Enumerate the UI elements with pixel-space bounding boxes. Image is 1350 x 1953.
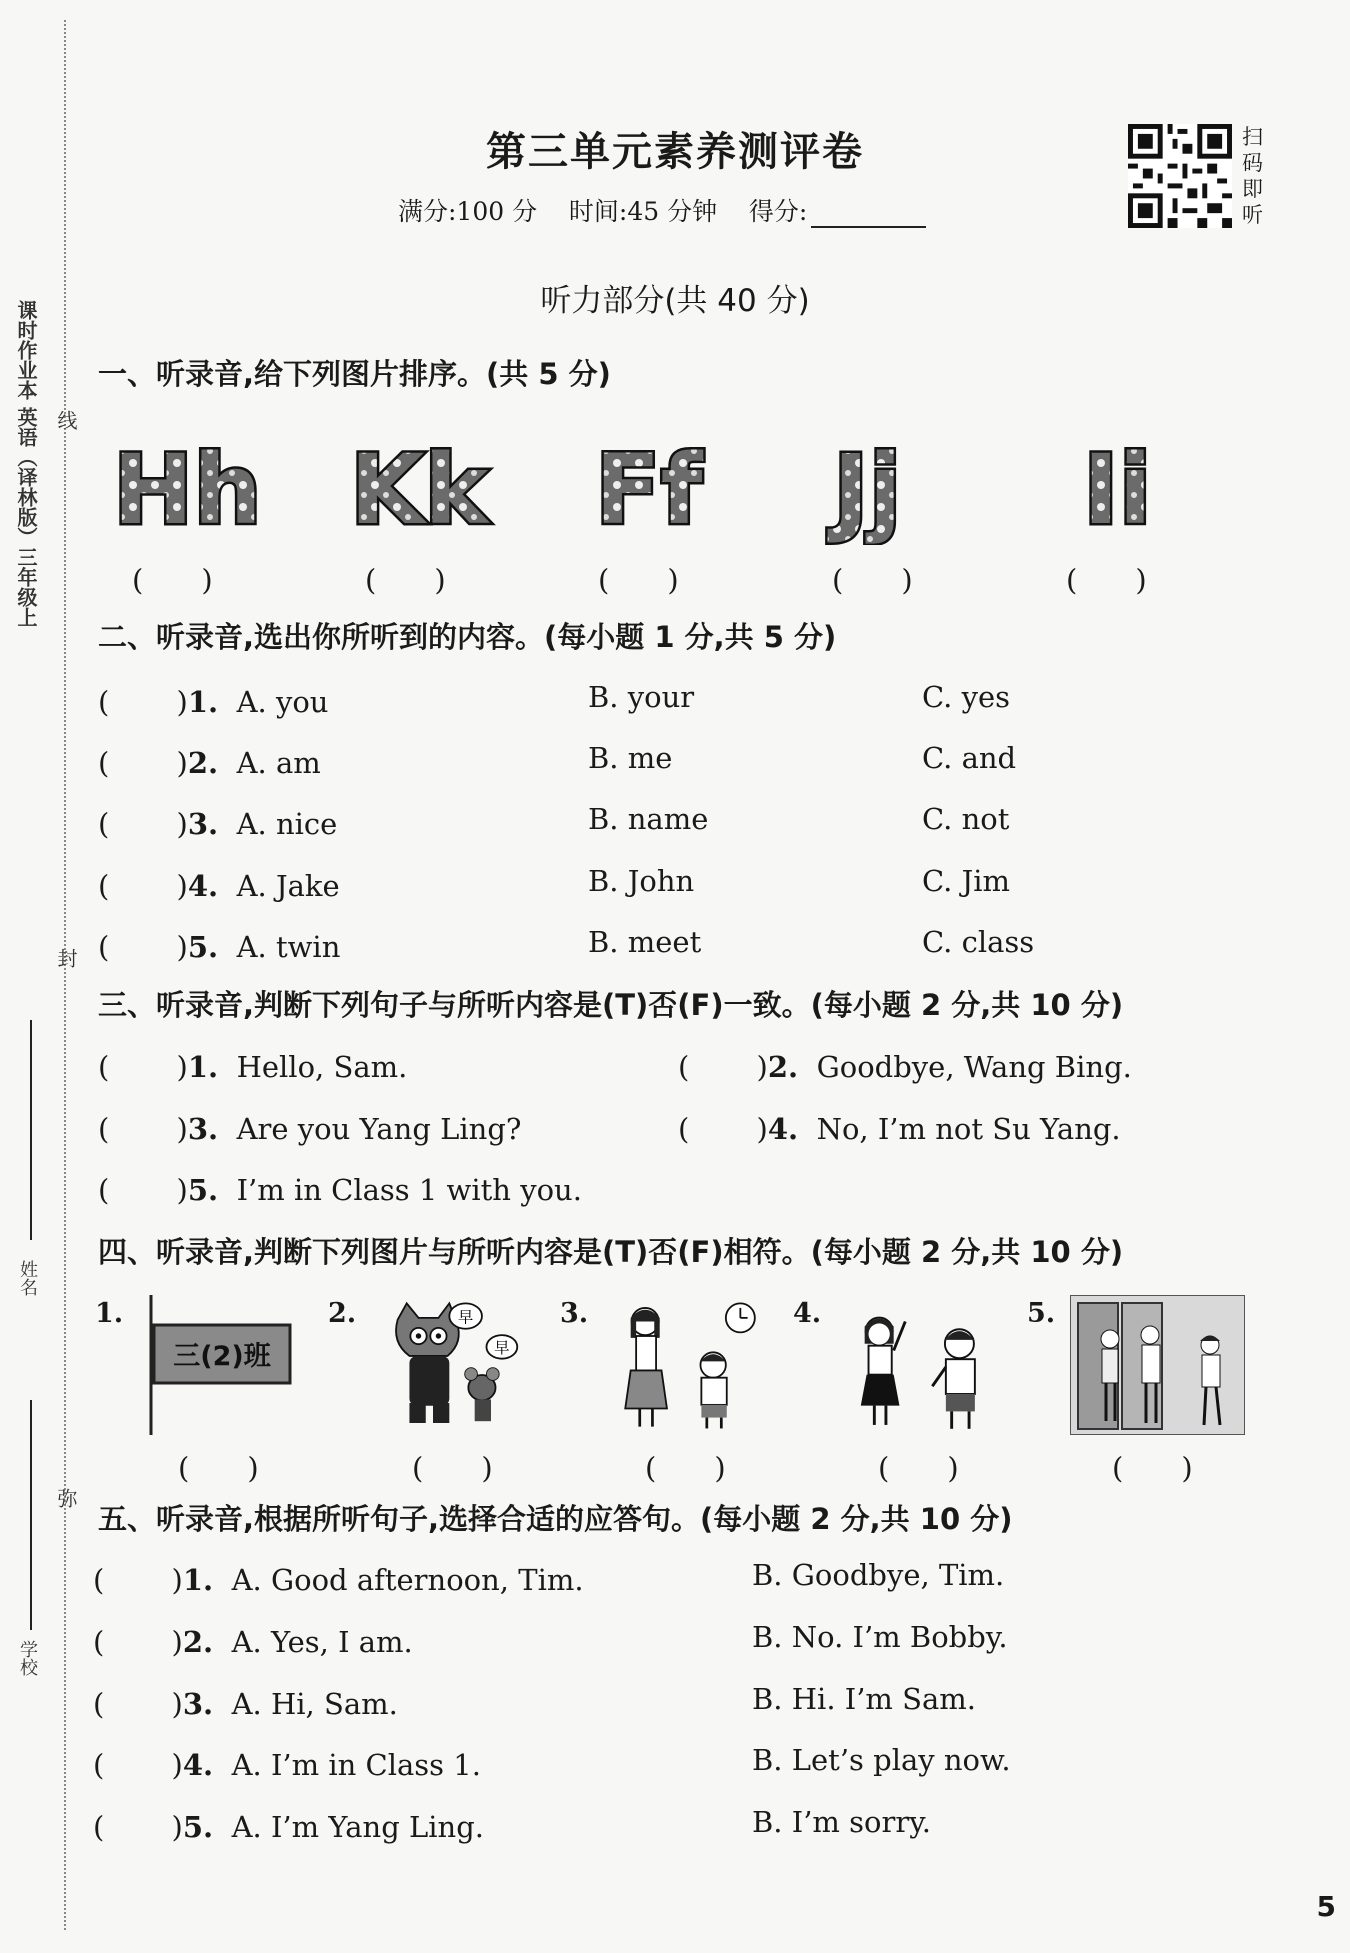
picture-number: 5. [1027, 1298, 1056, 1329]
option-a[interactable]: A. nice [236, 807, 338, 841]
answer-paren[interactable]: ( ) [365, 563, 446, 597]
margin-school-label: 学校 [17, 1640, 38, 1676]
margin-blank-line [30, 1400, 32, 1630]
picture-number: 3. [560, 1298, 589, 1329]
section5-title: 五、听录音,根据所听句子,选择合适的应答句。(每小题 2 分,共 10 分) [98, 1502, 1013, 1536]
option-b[interactable]: B. your [588, 680, 695, 714]
page-number: 5 [1316, 1890, 1336, 1923]
score-label: 得分: [748, 197, 808, 226]
question-row: ( )5. A. twin [98, 930, 341, 964]
margin-blank-line [30, 1020, 32, 1240]
section4-title: 四、听录音,判断下列图片与所听内容是(T)否(F)相符。(每小题 2 分,共 10 分) [98, 1235, 1124, 1269]
question-row: ( )2. A. am [98, 746, 321, 780]
option-b[interactable]: B. Goodbye, Tim. [752, 1558, 1005, 1592]
answer-paren[interactable]: ( ) [412, 1451, 493, 1485]
cat-and-mouse-picture [375, 1295, 520, 1435]
answer-paren[interactable]: ( ) [1066, 563, 1147, 597]
class-sign-picture [148, 1295, 293, 1435]
girl-and-boy-picture [855, 1295, 1000, 1435]
option-b[interactable]: B. John [588, 864, 695, 898]
question-row: ( )4. A. Jake [98, 869, 340, 903]
speech-bubble-text: 早 [494, 1339, 510, 1358]
option-b[interactable]: B. me [588, 741, 673, 775]
question-row: ( )1. A. you [98, 685, 329, 719]
option-a[interactable]: A. you [236, 685, 329, 719]
sign-text: 三(2)班 [173, 1341, 271, 1372]
option-a[interactable]: A. I’m in Class 1. [231, 1748, 481, 1782]
full-score: 满分:100 分 [398, 197, 538, 226]
question-row: ( )5. I’m in Class 1 with you. [98, 1173, 582, 1207]
letter-hh: Hh [113, 435, 262, 545]
option-c[interactable]: C. class [922, 925, 1035, 959]
option-c[interactable]: C. and [922, 741, 1017, 775]
option-a[interactable]: A. Hi, Sam. [231, 1687, 398, 1721]
section3-title: 三、听录音,判断下列句子与所听内容是(T)否(F)一致。(每小题 2 分,共 10 分) [98, 988, 1124, 1022]
option-c[interactable]: C. Jim [922, 864, 1010, 898]
question-row: ( )3. A. nice [98, 807, 338, 841]
option-b[interactable]: B. name [588, 802, 709, 836]
section2-title: 二、听录音,选出你所听到的内容。(每小题 1 分,共 5 分) [98, 620, 837, 654]
option-a[interactable]: A. Good afternoon, Tim. [231, 1563, 584, 1597]
answer-paren[interactable]: ( ) [832, 563, 913, 597]
qr-code-icon[interactable] [1128, 124, 1232, 228]
question-row: ( )3. A. Hi, Sam. [93, 1687, 398, 1721]
letter-jj: Jj [833, 435, 902, 545]
answer-paren[interactable]: ( ) [878, 1451, 959, 1485]
page-title: 第三单元素养测评卷 [486, 128, 864, 175]
picture-number: 1. [95, 1298, 124, 1329]
question-row: ( )4. No, I’m not Su Yang. [678, 1112, 1121, 1146]
classroom-door-picture [1070, 1295, 1245, 1435]
qr-scan-label: 扫码即听 [1242, 125, 1263, 227]
option-b[interactable]: B. I’m sorry. [752, 1805, 931, 1839]
answer-paren[interactable]: ( ) [132, 563, 213, 597]
option-b[interactable]: B. No. I’m Bobby. [752, 1620, 1008, 1654]
answer-paren[interactable]: ( ) [598, 563, 679, 597]
letter-ii: Ii [1083, 435, 1152, 545]
answer-paren[interactable]: ( ) [1112, 1451, 1193, 1485]
picture-number: 2. [328, 1298, 357, 1329]
option-a[interactable]: A. am [236, 746, 321, 780]
exam-meta [398, 192, 926, 228]
option-c[interactable]: C. not [922, 802, 1010, 836]
question-row: ( )1. Hello, Sam. [98, 1050, 408, 1084]
option-b[interactable]: B. Let’s play now. [752, 1743, 1011, 1777]
question-row: ( )2. A. Yes, I am. [93, 1625, 413, 1659]
question-row: ( )3. Are you Yang Ling? [98, 1112, 522, 1146]
option-c[interactable]: C. yes [922, 680, 1011, 714]
margin-seal-label: 封 [54, 948, 78, 968]
time-limit: 时间:45 分钟 [568, 197, 718, 226]
margin-book-title: 课时作业本 英语（译林版）三年级上 [14, 300, 38, 627]
letter-ff: Ff [595, 435, 703, 545]
speech-bubble-text: 早 [457, 1308, 474, 1327]
option-a[interactable]: A. I’m Yang Ling. [231, 1810, 484, 1844]
teacher-and-boy-picture [618, 1295, 763, 1435]
letter-kk: Kk [350, 435, 489, 545]
option-b[interactable]: B. Hi. I’m Sam. [752, 1682, 977, 1716]
picture-number: 4. [793, 1298, 822, 1329]
answer-paren[interactable]: ( ) [178, 1451, 259, 1485]
option-b[interactable]: B. meet [588, 925, 702, 959]
margin-mi-label: 弥 [54, 1488, 78, 1508]
section1-title: 一、听录音,给下列图片排序。(共 5 分) [98, 357, 611, 391]
option-a[interactable]: A. Yes, I am. [231, 1625, 413, 1659]
question-row: ( )5. A. I’m Yang Ling. [93, 1810, 484, 1844]
question-row: ( )2. Goodbye, Wang Bing. [678, 1050, 1132, 1084]
margin-name-label: 姓名 [17, 1260, 38, 1296]
listening-section-title: 听力部分(共 40 分) [540, 283, 810, 319]
answer-paren[interactable]: ( ) [645, 1451, 726, 1485]
option-a[interactable]: A. twin [236, 930, 341, 964]
question-row: ( )1. A. Good afternoon, Tim. [93, 1563, 584, 1597]
letter-pictures [105, 435, 1185, 545]
question-row: ( )4. A. I’m in Class 1. [93, 1748, 481, 1782]
margin-line-label: 线 [54, 410, 78, 430]
option-a[interactable]: A. Jake [236, 869, 340, 903]
score-blank[interactable] [811, 200, 926, 228]
